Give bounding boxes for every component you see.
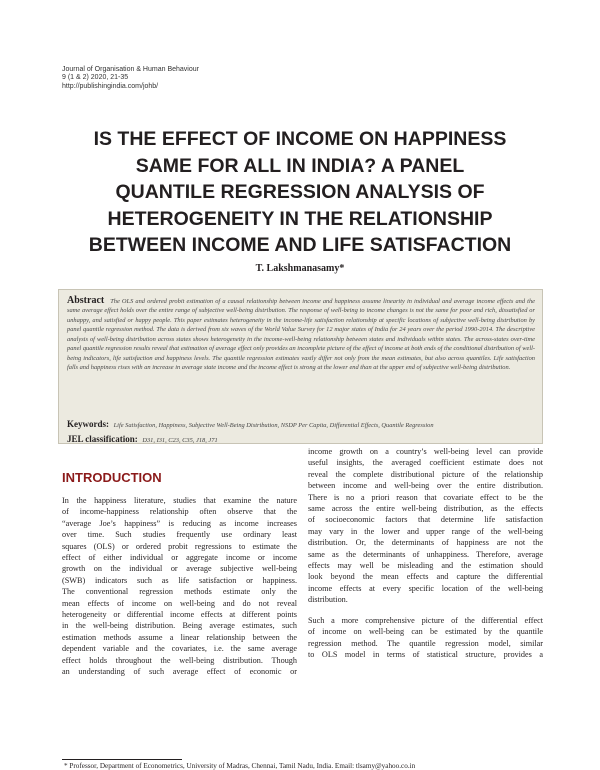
text-line: useful insights, the averaged coefficient estimate does not bbox=[308, 458, 543, 468]
text-line: effects may well be misleading and the estimation should bbox=[308, 561, 543, 571]
footnote-divider bbox=[62, 759, 182, 760]
text-line: Such a more comprehensive picture of the differential effect bbox=[308, 615, 543, 625]
keywords bbox=[67, 419, 537, 429]
text-line: income growth on a country’s well-being level can provide bbox=[308, 447, 543, 456]
text-line: income effects at every specific location of the well-being bbox=[308, 583, 543, 593]
author-footnote: * Professor, Department of Econometrics, University of Madras, Chennai, Tamil Nadu, India. Email: tlsamy@yahoo.co.in bbox=[64, 762, 416, 770]
jel-classification bbox=[67, 434, 537, 444]
text-line: growth on the individual or average subjective well-being bbox=[62, 564, 297, 574]
journal-name: Journal of Organisation & Human Behaviour bbox=[62, 66, 199, 73]
text-line: effect of either individual or aggregate income or income bbox=[62, 553, 297, 563]
section-heading-introduction: INTRODUCTION bbox=[62, 470, 162, 485]
paper-title bbox=[50, 126, 550, 259]
text-line: estimation methods assume a linear relationship between the bbox=[62, 632, 297, 642]
text-line: of income-happiness relationship often observe that the bbox=[62, 507, 297, 517]
text-line: in the well-being distribution. Being average estimates, such bbox=[62, 621, 297, 631]
text-line: an understanding of such average effect of economic or bbox=[62, 667, 297, 677]
text-line: of income on well-being can be estimated by the quantile bbox=[308, 627, 543, 637]
title-line: SAME FOR ALL IN INDIA? A PANEL bbox=[135, 154, 465, 177]
title-line: QUANTILE REGRESSION ANALYSIS OF bbox=[115, 181, 485, 204]
text-line: over time. Such studies frequently use ordinary least bbox=[62, 530, 297, 540]
text-line: of socioeconomic factors that determine life satisfaction bbox=[308, 515, 543, 525]
text-line: heterogeneity or differential income effects at different points bbox=[62, 610, 297, 620]
text-line: to OLS model in terms of statistical structure, provides a bbox=[308, 649, 543, 659]
text-line: regression method. The quantile regression model, similar bbox=[308, 638, 543, 648]
journal-issue: 9 (1 & 2) 2020, 21-35 bbox=[62, 74, 129, 82]
title-line: HETEROGENEITY IN THE RELATIONSHIP bbox=[107, 207, 493, 230]
journal-url[interactable]: http://publishingindia.com/johb/ bbox=[62, 82, 159, 90]
journal-header bbox=[62, 66, 362, 91]
text-line: The conventional regression methods estimate only the bbox=[62, 587, 297, 597]
text-line: In the happiness literature, studies that examine the nature bbox=[62, 496, 297, 505]
author-name: T. Lakshmanasamy* bbox=[255, 263, 345, 274]
title-line: BETWEEN INCOME AND LIFE SATISFACTION bbox=[88, 234, 512, 257]
text-line: may vary in the lower and upper range of the well-being bbox=[308, 526, 543, 536]
text-line: reveal the complete distributional picture of the relationship bbox=[308, 469, 543, 479]
text-line: There is no a priori reason that covariate effect to be the bbox=[308, 492, 543, 502]
text-line: look beyond the mean effects and capture the differential bbox=[308, 572, 543, 582]
jel-codes: D31, I31, C23, C35, J18, J71 bbox=[142, 437, 218, 444]
text-line: between income and well-being over the entire distribution. bbox=[308, 481, 543, 491]
abstract-label: Abstract bbox=[67, 295, 105, 306]
left-column bbox=[62, 495, 297, 678]
abstract-body bbox=[67, 296, 535, 373]
text-line: squares (OLS) or ordered probit regressions to estimate the bbox=[62, 541, 297, 551]
title-line: IS THE EFFECT OF INCOME ON HAPPINESS bbox=[93, 128, 507, 150]
jel-label: JEL classification: bbox=[67, 434, 138, 444]
text-line: (SWB) indicators such as life satisfaction or happiness. bbox=[62, 575, 297, 585]
keywords-text: Life Satisfaction, Happiness, Subjective Well-Being Distribution, NSDP Per Capita, Differential Effects, Quantile Regression bbox=[113, 422, 434, 429]
right-column bbox=[308, 446, 543, 660]
text-line: distribution. bbox=[308, 595, 348, 605]
text-line: mean effects of income on well-being and do not reveal bbox=[62, 598, 297, 608]
text-line: “average Joe’s happiness” is reducing as income increases bbox=[62, 518, 297, 528]
text-line: effect holds throughout the well-being distribution. Though bbox=[62, 655, 297, 665]
text-line: same as the determinants of unhappiness. Therefore, average bbox=[308, 549, 543, 559]
text-line: distribution. Or, the determinants of happiness are not the bbox=[308, 538, 543, 548]
text-line: dependent variable and the covariates, i.e. the same average bbox=[62, 644, 297, 654]
keywords-label: Keywords: bbox=[67, 419, 109, 429]
abstract-text: The OLS and ordered probit estimation of a causal relationship between income and happiness assume linearity in individual and average income effects and the same average effect holds over the entire range of subjective well-being distribution. The response of well-being to income changes is not the same for poor and rich, dissatisfied or unhappy, and satisfied or happy people. This paper estimates heterogeneity in the income-life satisfaction relationship at specific locations of subjective well-being distribution by panel quantile regression method. The data is derived from six waves of the World Value Survey for 12 major states of India for 24 years over the period 1990-2014. The descriptive analysis of well-being distribution across states shows heterogeneity in the income-well-being relationship between states and individuals within states. The across-states over-time panel quantile regression results reveal that estimation of average effect only provides an incomplete picture of the effect of income at both ends of the conditional distribution of well-being indicators, life satisfaction and happiness levels. The quantile regression estimates vastly differ not only from the mean estimates, but also across quantiles. Life satisfaction falls and happiness rises with an increase in average state income and the income effect is strong at the lower end than at the upper end of subjective well-being distribution. bbox=[67, 298, 535, 372]
text-line: same across the entire well-being distribution, as the effects bbox=[308, 504, 543, 514]
abstract-box bbox=[58, 289, 543, 444]
